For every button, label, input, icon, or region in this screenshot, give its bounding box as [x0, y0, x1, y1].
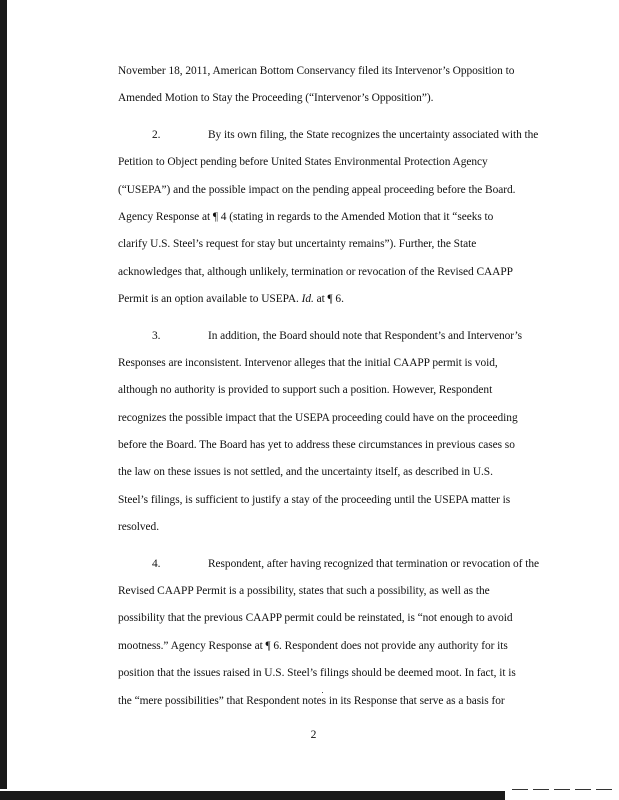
paragraph-number: 4.	[152, 557, 161, 570]
text-line: although no authority is provided to support such a position. However, Respondent	[118, 384, 493, 397]
text-line: November 18, 2011, American Bottom Conservancy filed its Intervenor’s Opposition to	[118, 65, 515, 77]
text-line: In addition, the Board should note that Respondent’s and Intervenor’s	[208, 329, 522, 342]
scan-edge-bottom	[0, 789, 619, 800]
text-line: (“USEPA”) and the possible impact on the pending appeal proceeding before the Board.	[118, 183, 516, 196]
text-line: Revised CAAPP Permit is a possibility, states that such a possibility, as well as the	[118, 585, 490, 598]
text-line: the law on these issues is not settled, and the uncertainty itself, as described in U.S.	[118, 466, 493, 479]
text-line: before the Board. The Board has yet to address these circumstances in previous cases so	[118, 439, 515, 452]
text-line: Amended Motion to Stay the Proceeding (“Intervenor’s Opposition”).	[118, 92, 434, 105]
text-line: Permit is an option available to USEPA. Id. at ¶ 6.	[118, 293, 344, 306]
paragraph-number: 2.	[152, 128, 161, 141]
paragraph-number: 3.	[152, 329, 161, 342]
text-line: Petition to Object pending before United States Environmental Protection Agency	[118, 156, 488, 169]
text-line: the “mere possibilities” that Respondent notes in its Response that serve as a basis for	[118, 694, 505, 707]
text-line: By its own filing, the State recognizes the uncertainty associated with the	[208, 128, 539, 141]
text-line: Responses are inconsistent. Intervenor alleges that the initial CAAPP permit is void,	[118, 356, 498, 369]
paragraph-4	[118, 551, 546, 715]
text-line: Respondent, after having recognized that termination or revocation of the	[208, 557, 539, 570]
text-line: resolved.	[118, 521, 159, 534]
text-line: Steel’s filings, is sufficient to justify a stay of the proceeding until the USEPA matter is	[118, 493, 511, 506]
paragraph-3	[118, 323, 546, 542]
text-line: mootness.” Agency Response at ¶ 6. Respondent does not provide any authority for its	[118, 639, 508, 652]
paragraph-2	[118, 122, 546, 314]
text-line: possibility that the previous CAAPP permit could be reinstated, is “not enough to avoid	[118, 612, 513, 625]
citation-id: Id.	[301, 293, 314, 306]
scan-speck	[322, 692, 323, 693]
text-line: position that the issues raised in U.S. Steel’s filings should be deemed moot. In fact, it is	[118, 667, 516, 680]
text-line: clarify U.S. Steel’s request for stay but uncertainty remains”). Further, the State	[118, 238, 477, 251]
document-body	[118, 58, 546, 715]
text-line: acknowledges that, although unlikely, termination or revocation of the Revised CAAPP	[118, 265, 513, 278]
text-line: recognizes the possible impact that the USEPA proceeding could have on the proceeding	[118, 411, 518, 424]
page-number: 2	[310, 728, 317, 741]
scan-edge-left	[0, 0, 7, 800]
text-line: Agency Response at ¶ 4 (stating in regards to the Amended Motion that it “seeks to	[118, 210, 494, 223]
